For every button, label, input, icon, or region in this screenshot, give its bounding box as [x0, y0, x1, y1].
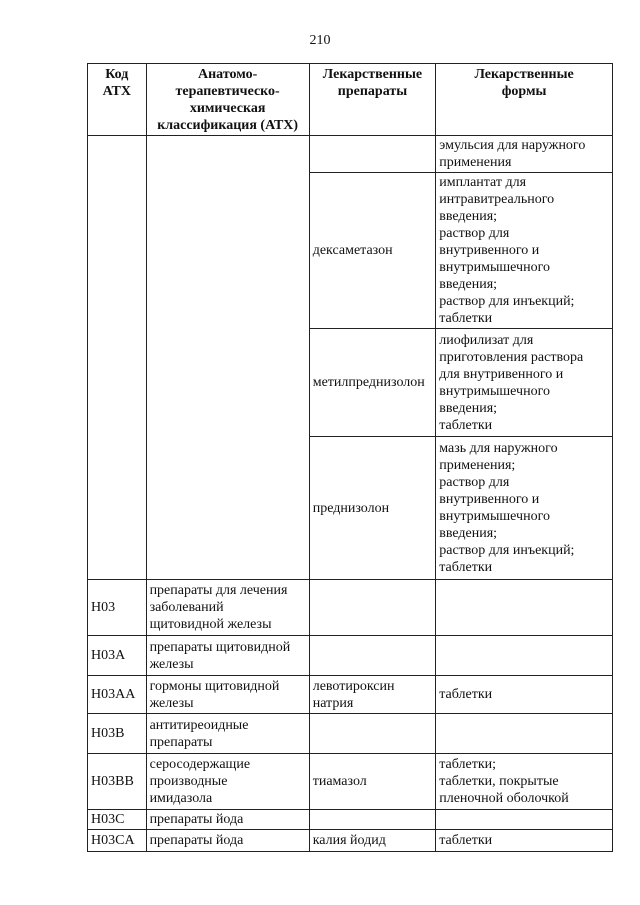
- atx-drug-table: [87, 63, 613, 852]
- drug-cell: тиамазол: [309, 754, 436, 810]
- forms-cell: [436, 714, 613, 754]
- table-row: [88, 714, 613, 754]
- classification-cell: препараты для лечения заболеваний щитовидной железы: [146, 580, 309, 636]
- table-row: [88, 810, 613, 830]
- code-cell: H03B: [88, 714, 147, 754]
- continuation-code-cell: [88, 136, 147, 580]
- drug-cell: [309, 580, 436, 636]
- drug-cell: [309, 810, 436, 830]
- table-row: [88, 136, 613, 173]
- forms-cell: имплантат для интравитреального введения; раствор для внутривенного и внутримышечного введения; раствор для инъекций; таблетки: [436, 173, 613, 329]
- forms-cell: мазь для наружного применения; раствор для внутривенного и внутримышечного введения; раствор для инъекций; таблетки: [436, 437, 613, 580]
- classification-cell: антитиреоидные препараты: [146, 714, 309, 754]
- forms-cell: таблетки: [436, 676, 613, 714]
- drug-cell: калия йодид: [309, 830, 436, 852]
- table-row: [88, 830, 613, 852]
- header-classification: Анатомо- терапевтическо- химическая классификация (АТХ): [146, 64, 309, 136]
- header-code: Код АТХ: [88, 64, 147, 136]
- drug-cell: метилпреднизолон: [309, 329, 436, 437]
- page-number: 210: [309, 33, 331, 48]
- forms-cell: [436, 810, 613, 830]
- code-cell: H03BB: [88, 754, 147, 810]
- drug-cell: преднизолон: [309, 437, 436, 580]
- forms-cell: эмульсия для наружного применения: [436, 136, 613, 173]
- classification-cell: гормоны щитовидной железы: [146, 676, 309, 714]
- continuation-drug-cell: [309, 136, 436, 173]
- classification-cell: препараты щитовидной железы: [146, 636, 309, 676]
- drug-cell: [309, 636, 436, 676]
- code-cell: H03CA: [88, 830, 147, 852]
- continuation-class-cell: [146, 136, 309, 580]
- code-cell: H03AA: [88, 676, 147, 714]
- drug-cell: [309, 714, 436, 754]
- code-cell: H03A: [88, 636, 147, 676]
- forms-cell: [436, 636, 613, 676]
- code-cell: H03C: [88, 810, 147, 830]
- table-row: [88, 754, 613, 810]
- header-drugs: Лекарственные препараты: [309, 64, 436, 136]
- table-header-row: [88, 64, 613, 136]
- drug-cell: левотироксин натрия: [309, 676, 436, 714]
- forms-cell: [436, 580, 613, 636]
- forms-cell: лиофилизат для приготовления раствора для внутривенного и внутримышечного введения; таблетки: [436, 329, 613, 437]
- header-forms: Лекарственные формы: [436, 64, 613, 136]
- forms-cell: таблетки; таблетки, покрытые пленочной оболочкой: [436, 754, 613, 810]
- classification-cell: серосодержащие производные имидазола: [146, 754, 309, 810]
- table-row: [88, 580, 613, 636]
- code-cell: H03: [88, 580, 147, 636]
- table-row: [88, 676, 613, 714]
- table-row: [88, 636, 613, 676]
- classification-cell: препараты йода: [146, 810, 309, 830]
- drug-cell: дексаметазон: [309, 173, 436, 329]
- forms-cell: таблетки: [436, 830, 613, 852]
- classification-cell: препараты йода: [146, 830, 309, 852]
